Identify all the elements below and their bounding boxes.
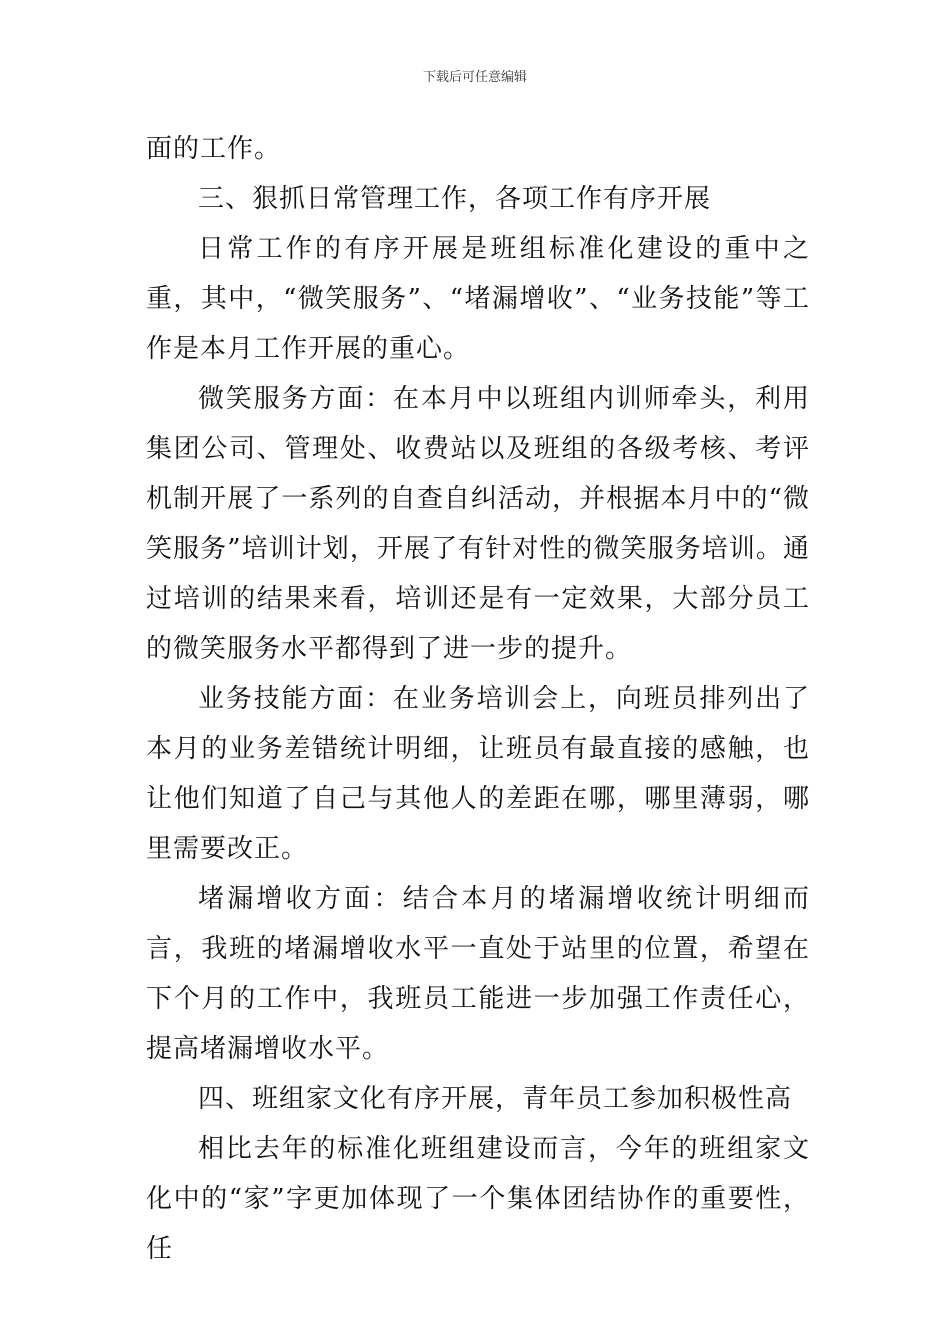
paragraph: 相比去年的标准化班组建设而言，今年的班组家文化中的“家”字更加体现了一个集体团结协作的重要性，任 <box>146 1134 810 1264</box>
paragraph: 日常工作的有序开展是班组标准化建设的重中之重，其中，“微笑服务”、“堵漏增收”、“业务技能”等工作是本月工作开展的重心。 <box>146 234 810 364</box>
paragraph: 堵漏增收方面：结合本月的堵漏增收统计明细而言，我班的堵漏增收水平一直处于站里的位置，希望在下个月的工作中，我班员工能进一步加强工作责任心，提高堵漏增收水平。 <box>146 884 810 1064</box>
section-heading: 四、班组家文化有序开展，青年员工参加积极性高 <box>198 1084 793 1114</box>
section-heading: 三、狠抓日常管理工作，各项工作有序开展 <box>198 184 712 214</box>
document-body <box>146 124 810 1274</box>
paragraph: 业务技能方面：在业务培训会上，向班员排列出了本月的业务差错统计明细，让班员有最直接的感触，也让他们知道了自己与其他人的差距在哪，哪里薄弱，哪里需要改正。 <box>146 684 810 864</box>
page-header: 下载后可任意编辑 <box>422 70 527 85</box>
paragraph: 面的工作。 <box>146 134 282 164</box>
paragraph: 微笑服务方面：在本月中以班组内训师牵头，利用集团公司、管理处、收费站以及班组的各级考核、考评机制开展了一系列的自查自纠活动，并根据本月中的“微笑服务”培训计划，开展了有针对性的微笑服务培训。通过培训的结果来看，培训还是有一定效果，大部分员工的微笑服务水平都得到了进一步的提升。 <box>146 384 810 664</box>
